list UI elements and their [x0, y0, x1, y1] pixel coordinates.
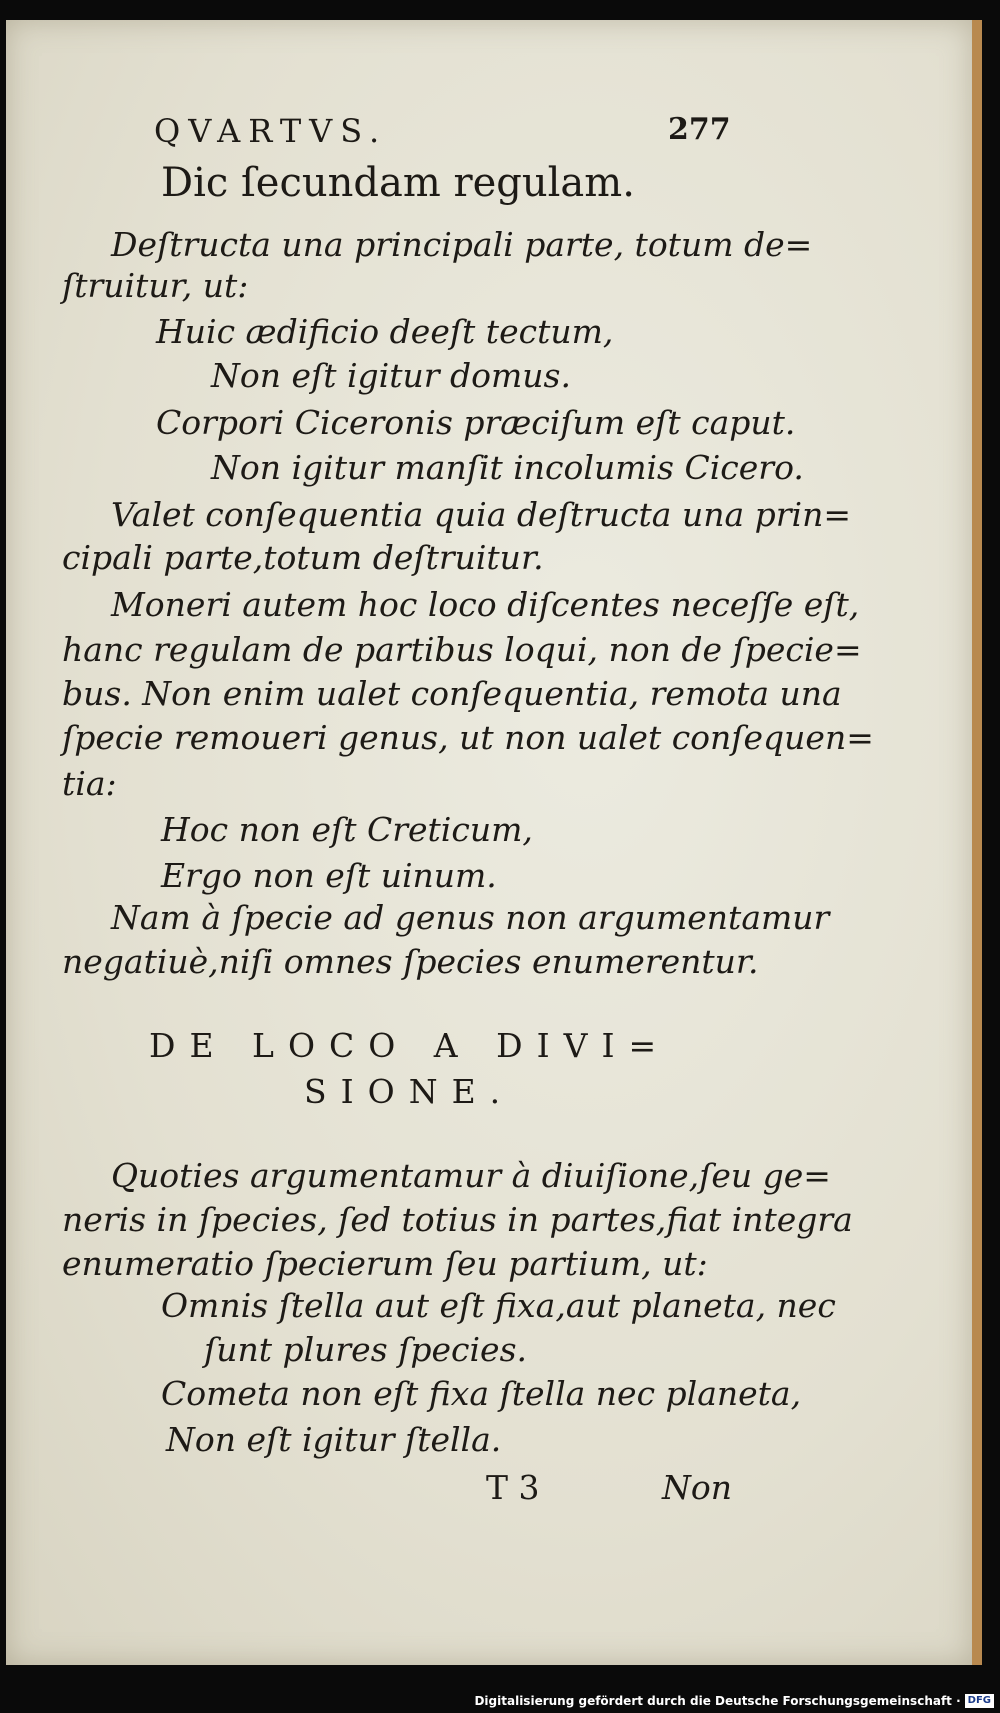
- text-line: hanc regulam de partibus loqui, non de ſpecie=: [62, 630, 862, 669]
- text-line: Dic ſecundam regulam.: [161, 160, 635, 206]
- text-line: Omnis ſtella aut eſt fixa,aut planeta, nec: [161, 1286, 836, 1325]
- text-line: cipali parte,totum deſtruitur.: [62, 538, 544, 577]
- text-line: Nam à ſpecie ad genus non argumentamur: [111, 898, 830, 937]
- credit-text: Digitalisierung gefördert durch die Deutsche Forschungsgemeinschaft ·: [474, 1694, 961, 1708]
- signature-mark: T 3: [486, 1468, 540, 1507]
- text-line: Corpori Ciceronis præciſum eſt caput.: [156, 403, 796, 442]
- text-line: Huic ædificio deeſt tectum,: [156, 312, 614, 351]
- text-line: bus. Non enim ualet conſequentia, remota una: [62, 674, 842, 713]
- running-head: QVARTVS.: [154, 112, 388, 150]
- book-page: [6, 20, 972, 1665]
- text-line: Hoc non eſt Creticum,: [161, 810, 533, 849]
- catchword: Non: [662, 1468, 732, 1507]
- text-line: Non eſt igitur ſtella.: [166, 1420, 502, 1459]
- text-line: enumeratio ſpecierum ſeu partium, ut:: [62, 1244, 708, 1283]
- text-line: negatiuè,niſi omnes ſpecies enumerentur.: [62, 942, 759, 981]
- text-line: tia:: [62, 764, 117, 803]
- page-number: 277: [668, 112, 731, 147]
- text-line: ſtruitur, ut:: [62, 266, 249, 305]
- text-line: Valet conſequentia quia deſtructa una prin=: [111, 495, 851, 534]
- dfg-logo: DFG: [965, 1694, 994, 1708]
- text-line: Deſtructa una principali parte, totum de=: [111, 225, 813, 264]
- text-line: ſunt plures ſpecies.: [204, 1330, 527, 1369]
- text-line: Ergo non eſt uinum.: [161, 856, 497, 895]
- text-line: Non eſt igitur domus.: [211, 356, 571, 395]
- text-line: ſpecie remoueri genus, ut non ualet conſequen=: [62, 718, 874, 757]
- text-line: Cometa non eſt fixa ſtella nec planeta,: [161, 1374, 802, 1413]
- text-line: neris in ſpecies, ſed totius in partes,fiat integra: [62, 1200, 853, 1239]
- text-line: Moneri autem hoc loco diſcentes neceſſe eſt,: [111, 585, 860, 624]
- text-line: Quoties argumentamur à diuiſione,ſeu ge=: [111, 1156, 831, 1195]
- section-heading: DE LOCO A DIVI=: [149, 1026, 671, 1065]
- page-edge: [972, 20, 982, 1665]
- section-heading: SIONE.: [304, 1072, 515, 1111]
- digitization-credit: [474, 1692, 994, 1710]
- text-line: Non igitur manſit incolumis Cicero.: [211, 448, 804, 487]
